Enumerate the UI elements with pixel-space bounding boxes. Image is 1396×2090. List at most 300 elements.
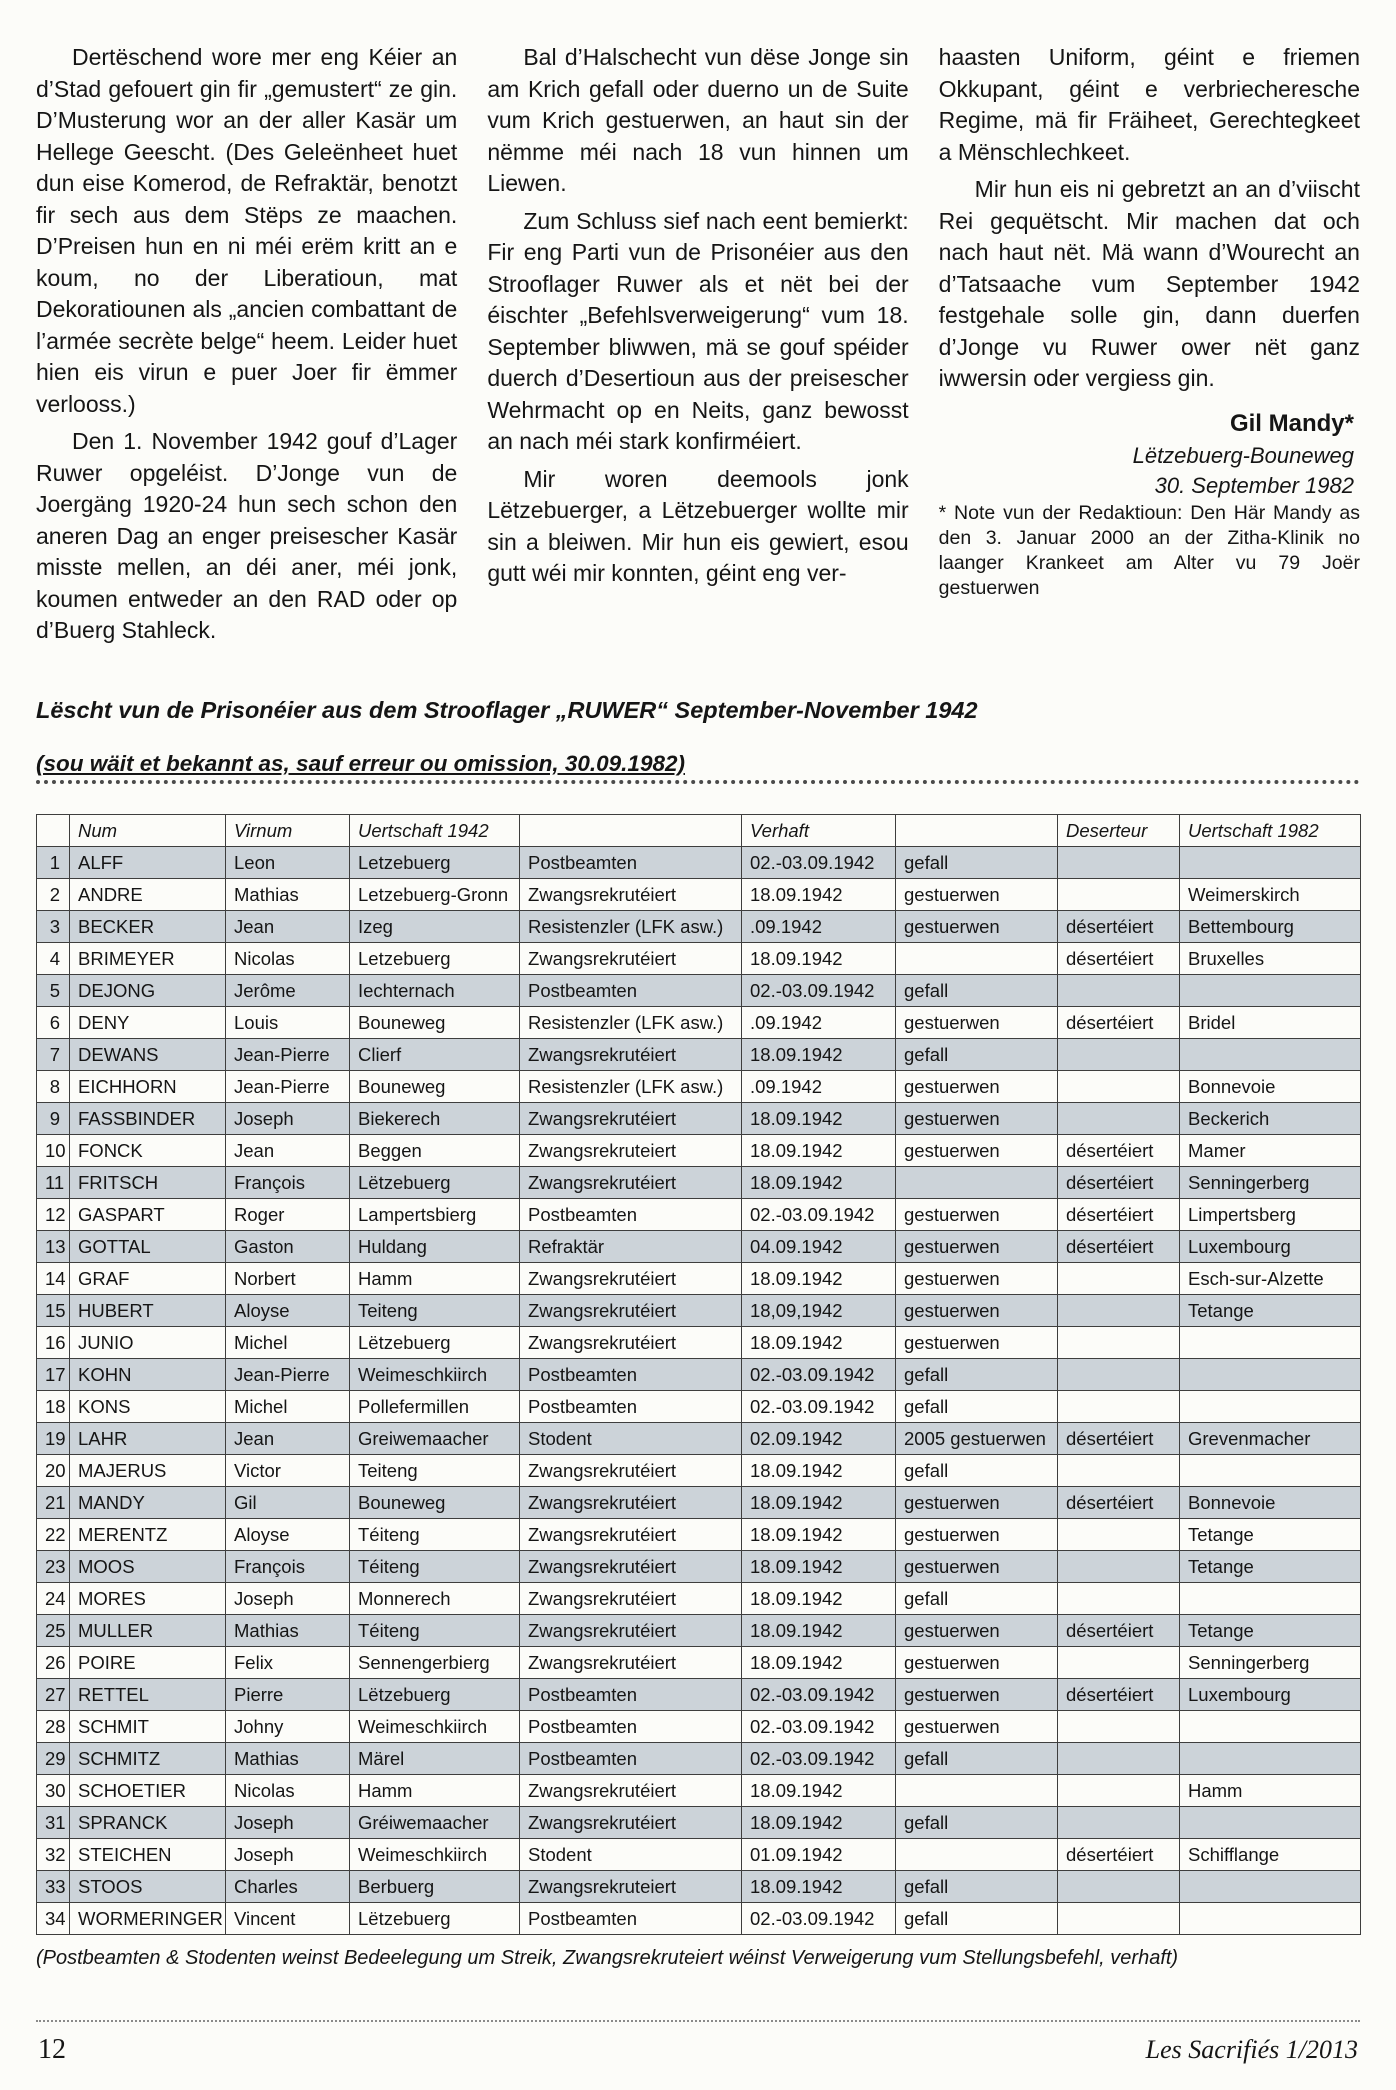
column-header: Uertschaft 1942 [350, 814, 520, 846]
table-cell: .09.1942 [742, 1070, 896, 1102]
row-number-cell: 18 [37, 1390, 70, 1422]
table-row [37, 1198, 1361, 1230]
table-cell: gestuerwen [896, 1230, 1058, 1262]
table-cell: Grevenmacher [1180, 1422, 1361, 1454]
table-cell: Bouneweg [350, 1070, 520, 1102]
table-row [37, 1006, 1361, 1038]
table-cell: gestuerwen [896, 1262, 1058, 1294]
table-cell: gestuerwen [896, 1134, 1058, 1166]
table-cell: Luxembourg [1180, 1230, 1361, 1262]
row-number-cell: 1 [37, 846, 70, 878]
row-number-cell: 6 [37, 1006, 70, 1038]
table-row [37, 1870, 1361, 1902]
table-cell: MERENTZ [70, 1518, 226, 1550]
table-cell: 18.09.1942 [742, 1806, 896, 1838]
table-cell: gefall [896, 1902, 1058, 1934]
table-cell: Märel [350, 1742, 520, 1774]
table-cell: Bouneweg [350, 1006, 520, 1038]
table-cell [1058, 846, 1180, 878]
signature-place: Lëtzebuerg-Bouneweg [1132, 442, 1354, 468]
table-cell: 18.09.1942 [742, 942, 896, 974]
table-cell: Gaston [226, 1230, 350, 1262]
table-cell [1058, 1454, 1180, 1486]
table-cell: Tetange [1180, 1550, 1361, 1582]
table-cell: Tetange [1180, 1518, 1361, 1550]
table-cell: 18.09.1942 [742, 1774, 896, 1806]
row-number-cell: 8 [37, 1070, 70, 1102]
table-cell [1180, 1358, 1361, 1390]
table-cell: Hamm [1180, 1774, 1361, 1806]
table-cell: Zwangsrekrutéiert [520, 1326, 742, 1358]
table-cell: Zwangsrekruteiert [520, 1134, 742, 1166]
table-cell: Zwangsrekrutéiert [520, 1806, 742, 1838]
table-cell: désertéiert [1058, 1198, 1180, 1230]
table-row [37, 1070, 1361, 1102]
table-cell: Limpertsberg [1180, 1198, 1361, 1230]
table-cell: Berbuerg [350, 1870, 520, 1902]
table-cell: gestuerwen [896, 1710, 1058, 1742]
table-cell: STEICHEN [70, 1838, 226, 1870]
table-cell: Clierf [350, 1038, 520, 1070]
table-cell: Lëtzebuerg [350, 1902, 520, 1934]
table-row [37, 1678, 1361, 1710]
row-number-cell: 9 [37, 1102, 70, 1134]
paragraph: haasten Uniform, géint e friemen Okkupant, géint e verbriecheresche Regime, mä fir Fräiheet, Gerechtegkeet a Mënschlechkeet. [938, 44, 1360, 165]
table-cell: .09.1942 [742, 1006, 896, 1038]
table-cell: Beckerich [1180, 1102, 1361, 1134]
table-cell: 02.-03.09.1942 [742, 846, 896, 878]
table-row [37, 1710, 1361, 1742]
table-cell: Tetange [1180, 1614, 1361, 1646]
row-number-cell: 12 [37, 1198, 70, 1230]
row-number-cell: 2 [37, 878, 70, 910]
table-cell: Weimeschkiirch [350, 1838, 520, 1870]
table-cell: Biekerech [350, 1102, 520, 1134]
table-row [37, 1614, 1361, 1646]
column-header [520, 814, 742, 846]
table-cell: Greiwemaacher [350, 1422, 520, 1454]
table-cell: 02.-03.09.1942 [742, 1902, 896, 1934]
row-number-cell: 11 [37, 1166, 70, 1198]
table-row [37, 942, 1361, 974]
table-cell: 18.09.1942 [742, 1038, 896, 1070]
table-cell: Beggen [350, 1134, 520, 1166]
table-cell: désertéiert [1058, 1614, 1180, 1646]
row-number-cell: 17 [37, 1358, 70, 1390]
table-row [37, 1902, 1361, 1934]
table-cell: 02.-03.09.1942 [742, 1678, 896, 1710]
table-cell: FASSBINDER [70, 1102, 226, 1134]
table-cell: gefall [896, 1038, 1058, 1070]
table-cell [1180, 1038, 1361, 1070]
table-cell: Postbeamten [520, 1710, 742, 1742]
table-row [37, 910, 1361, 942]
table-cell: STOOS [70, 1870, 226, 1902]
table-cell: 18.09.1942 [742, 1134, 896, 1166]
table-cell: Resistenzler (LFK asw.) [520, 1006, 742, 1038]
table-cell: Bruxelles [1180, 942, 1361, 974]
table-cell: Letzebuerg [350, 942, 520, 974]
table-cell: Postbeamten [520, 1198, 742, 1230]
table-cell: SCHOETIER [70, 1774, 226, 1806]
row-number-cell: 25 [37, 1614, 70, 1646]
table-cell: Lëtzebuerg [350, 1326, 520, 1358]
table-cell: Letzebuerg [350, 846, 520, 878]
table-cell: Mathias [226, 878, 350, 910]
table-cell: Teiteng [350, 1294, 520, 1326]
table-cell: RETTEL [70, 1678, 226, 1710]
table-cell: 02.-03.09.1942 [742, 1710, 896, 1742]
table-row [37, 1166, 1361, 1198]
table-cell [896, 942, 1058, 974]
table-body [37, 846, 1361, 1934]
table-cell: Zwangsrekrutéiert [520, 1550, 742, 1582]
table-cell: 18.09.1942 [742, 1166, 896, 1198]
table-cell: Postbeamten [520, 1390, 742, 1422]
table-cell: gestuerwen [896, 1294, 1058, 1326]
table-cell: 02.-03.09.1942 [742, 1358, 896, 1390]
row-number-cell: 21 [37, 1486, 70, 1518]
table-cell: Stodent [520, 1422, 742, 1454]
table-cell: gefall [896, 1390, 1058, 1422]
table-cell: Zwangsrekrutéiert [520, 1774, 742, 1806]
row-number-cell: 19 [37, 1422, 70, 1454]
table-cell: Michel [226, 1390, 350, 1422]
row-number-cell: 15 [37, 1294, 70, 1326]
table-cell [896, 1774, 1058, 1806]
column-header [896, 814, 1058, 846]
table-cell: gestuerwen [896, 1614, 1058, 1646]
row-number-cell: 7 [37, 1038, 70, 1070]
table-cell: 18.09.1942 [742, 1870, 896, 1902]
table-cell: Jean-Pierre [226, 1358, 350, 1390]
table-cell: SPRANCK [70, 1806, 226, 1838]
table-cell: POIRE [70, 1646, 226, 1678]
table-cell [1180, 1582, 1361, 1614]
table-cell: gestuerwen [896, 1678, 1058, 1710]
column-header: Verhaft [742, 814, 896, 846]
table-cell [1058, 1710, 1180, 1742]
paragraph: Mir hun eis ni gebretzt an an d’viischt Rei gequëtscht. Mir machen dat och nach haut nët. Mä wann d’Wourecht an d’Tatsaache vum September 1942 festgehale solle gin, dann duerfen d’Jonge vu Ruwer ower nët ganz iwwersin oder vergiess gin. [938, 176, 1360, 391]
table-cell: FONCK [70, 1134, 226, 1166]
table-cell [1180, 846, 1361, 878]
table-cell: Joseph [226, 1806, 350, 1838]
table-cell: MOOS [70, 1550, 226, 1582]
table-cell: 18.09.1942 [742, 878, 896, 910]
column-header: Uertschaft 1982 [1180, 814, 1361, 846]
table-cell: Victor [226, 1454, 350, 1486]
table-cell [1058, 1806, 1180, 1838]
table-row [37, 1582, 1361, 1614]
table-cell: Huldang [350, 1230, 520, 1262]
table-cell: désertéiert [1058, 1230, 1180, 1262]
table-cell: Jean [226, 1422, 350, 1454]
table-cell: LAHR [70, 1422, 226, 1454]
table-cell: gestuerwen [896, 1486, 1058, 1518]
table-cell [1058, 1390, 1180, 1422]
table-cell: gestuerwen [896, 1198, 1058, 1230]
table-cell: Lëtzebuerg [350, 1166, 520, 1198]
table-cell: Weimeschkiirch [350, 1358, 520, 1390]
prisoner-table [36, 814, 1361, 1935]
table-row [37, 1838, 1361, 1870]
table-cell: 18.09.1942 [742, 1518, 896, 1550]
table-cell: Pierre [226, 1678, 350, 1710]
table-cell: gestuerwen [896, 1518, 1058, 1550]
table-cell: Senningerberg [1180, 1646, 1361, 1678]
table-cell: Postbeamten [520, 1742, 742, 1774]
table-cell: désertéiert [1058, 1486, 1180, 1518]
row-number-cell: 26 [37, 1646, 70, 1678]
column-header: Num [70, 814, 226, 846]
table-row [37, 1262, 1361, 1294]
article [36, 42, 1360, 647]
table-cell: 18.09.1942 [742, 1646, 896, 1678]
table-cell: DEJONG [70, 974, 226, 1006]
row-number-cell: 30 [37, 1774, 70, 1806]
table-cell: gefall [896, 1870, 1058, 1902]
table-cell: François [226, 1166, 350, 1198]
row-number-cell: 23 [37, 1550, 70, 1582]
table-cell: gefall [896, 974, 1058, 1006]
signature-date: 30. September 1982 [1154, 472, 1354, 498]
table-cell: Mamer [1180, 1134, 1361, 1166]
table-cell: désertéiert [1058, 910, 1180, 942]
table-cell: 18.09.1942 [742, 1486, 896, 1518]
table-cell: 02.09.1942 [742, 1422, 896, 1454]
table-cell: gestuerwen [896, 1326, 1058, 1358]
table-cell: Luxembourg [1180, 1678, 1361, 1710]
table-cell [1058, 1102, 1180, 1134]
table-cell: EICHHORN [70, 1070, 226, 1102]
table-cell: 18.09.1942 [742, 1326, 896, 1358]
table-cell: Bridel [1180, 1006, 1361, 1038]
table-cell: Postbeamten [520, 1358, 742, 1390]
table-row [37, 1454, 1361, 1486]
table-cell: Jean [226, 1134, 350, 1166]
table-row [37, 1550, 1361, 1582]
table-cell: 02.-03.09.1942 [742, 1742, 896, 1774]
table-cell: FRITSCH [70, 1166, 226, 1198]
table-cell [1058, 1774, 1180, 1806]
table-cell: Postbeamten [520, 1902, 742, 1934]
table-cell [1058, 1070, 1180, 1102]
table-cell: Pollefermillen [350, 1390, 520, 1422]
table-cell: Zwangsrekrutéiert [520, 1454, 742, 1486]
table-cell: Roger [226, 1198, 350, 1230]
table-row [37, 1742, 1361, 1774]
table-cell: Gréiwemaacher [350, 1806, 520, 1838]
table-cell: désertéiert [1058, 1134, 1180, 1166]
table-cell: Weimeschkiirch [350, 1710, 520, 1742]
table-cell: Zwangsrekrutéiert [520, 1262, 742, 1294]
table-cell [1180, 1326, 1361, 1358]
table-cell: Nicolas [226, 942, 350, 974]
table-cell: 18.09.1942 [742, 1262, 896, 1294]
table-cell: MAJERUS [70, 1454, 226, 1486]
table-cell: Mathias [226, 1742, 350, 1774]
table-cell: Zwangsrekrutéiert [520, 1646, 742, 1678]
table-cell: Bettembourg [1180, 910, 1361, 942]
table-cell: Esch-sur-Alzette [1180, 1262, 1361, 1294]
table-cell: SCHMIT [70, 1710, 226, 1742]
paragraph: Den 1. November 1942 gouf d’Lager Ruwer opgeléist. D’Jonge vun de Joergäng 1920-24 hun sech schon den aneren Dag an enger preisescher Kasär misste mellen, an déi aner, méi jonk, koumen entweder an den RAD oder op d’Buerg Stahleck. [36, 428, 458, 643]
table-cell: Zwangsrekrutéiert [520, 1486, 742, 1518]
table-cell: gestuerwen [896, 1102, 1058, 1134]
page-number: 12 [38, 2034, 66, 2065]
table-cell [1058, 1518, 1180, 1550]
table-cell: Zwangsrekruteiert [520, 1870, 742, 1902]
table-cell: BRIMEYER [70, 942, 226, 974]
row-number-cell: 5 [37, 974, 70, 1006]
table-cell: Hamm [350, 1262, 520, 1294]
table-row [37, 1294, 1361, 1326]
table-cell: MULLER [70, 1614, 226, 1646]
table-cell: Postbeamten [520, 974, 742, 1006]
table-cell: Zwangsrekrutéiert [520, 1614, 742, 1646]
table-cell: Jean-Pierre [226, 1070, 350, 1102]
table-cell: Postbeamten [520, 1678, 742, 1710]
table-cell: Jerôme [226, 974, 350, 1006]
article-column-2 [487, 42, 908, 647]
row-number-cell: 22 [37, 1518, 70, 1550]
table-cell: GOTTAL [70, 1230, 226, 1262]
table-cell: Gil [226, 1486, 350, 1518]
table-cell: Vincent [226, 1902, 350, 1934]
table-cell: gefall [896, 1454, 1058, 1486]
table-cell: Michel [226, 1326, 350, 1358]
table-cell [1058, 1550, 1180, 1582]
table-cell: gestuerwen [896, 1550, 1058, 1582]
table-cell: Téiteng [350, 1614, 520, 1646]
row-number-cell: 28 [37, 1710, 70, 1742]
table-cell: Téiteng [350, 1550, 520, 1582]
table-cell: Postbeamten [520, 846, 742, 878]
table-cell: désertéiert [1058, 1422, 1180, 1454]
table-cell: Aloyse [226, 1294, 350, 1326]
table-cell [1058, 1262, 1180, 1294]
table-cell: Tetange [1180, 1294, 1361, 1326]
table-cell [896, 1838, 1058, 1870]
table-cell: Stodent [520, 1838, 742, 1870]
table-row [37, 1390, 1361, 1422]
table-cell: 18,09,1942 [742, 1294, 896, 1326]
table-cell: 02.-03.09.1942 [742, 1390, 896, 1422]
list-title: Lëscht vun de Prisonéier aus dem Strooflager „RUWER“ September-November 1942 [36, 696, 978, 723]
table-cell: désertéiert [1058, 1838, 1180, 1870]
table-cell: BECKER [70, 910, 226, 942]
row-number-cell: 3 [37, 910, 70, 942]
table-cell [1180, 1902, 1361, 1934]
table-cell: 2005 gestuerwen [896, 1422, 1058, 1454]
table-row [37, 1806, 1361, 1838]
table-cell: Zwangsrekrutéiert [520, 1518, 742, 1550]
table-cell [1180, 1870, 1361, 1902]
table-row [37, 1518, 1361, 1550]
table-cell: Zwangsrekrutéiert [520, 1294, 742, 1326]
article-column-1 [36, 42, 457, 647]
table-cell: DEWANS [70, 1038, 226, 1070]
table-cell [1058, 1294, 1180, 1326]
row-number-cell: 27 [37, 1678, 70, 1710]
row-number-cell: 24 [37, 1582, 70, 1614]
table-cell: GRAF [70, 1262, 226, 1294]
table-cell: Leon [226, 846, 350, 878]
table-cell: Jean [226, 910, 350, 942]
table-cell: Felix [226, 1646, 350, 1678]
table-row [37, 878, 1361, 910]
table-cell: Hamm [350, 1774, 520, 1806]
table-cell: gefall [896, 1582, 1058, 1614]
row-number-cell: 10 [37, 1134, 70, 1166]
table-row [37, 1774, 1361, 1806]
paragraph: Mir woren deemools jonk Lëtzebuerger, a Lëtzebuerger wollte mir sin a bleiwen. Mir hun eis gewiert, esou gutt wéi mir konnten, géint eng ver- [487, 465, 909, 586]
table-cell: Joseph [226, 1102, 350, 1134]
table-cell [1058, 974, 1180, 1006]
table-cell: WORMERINGER [70, 1902, 226, 1934]
table-cell: Bonnevoie [1180, 1486, 1361, 1518]
table-cell [1058, 1870, 1180, 1902]
row-number-cell: 20 [37, 1454, 70, 1486]
table-cell: MANDY [70, 1486, 226, 1518]
table-cell: gestuerwen [896, 1070, 1058, 1102]
paragraph: Zum Schluss sief nach eent bemierkt: Fir eng Parti vun de Prisonéier aus den Strooflager Ruwer als et nët bei der éischter „Befehlsverweigerung“ vum 18. September bliwwen, mä se gouf spéider duerch d’Desertioun aus der preisescher Wehrmacht op en Neits, ganz bewosst an nach méi stark konfirméiert. [487, 207, 909, 454]
list-subtitle: (sou wäit et bekannt as, sauf erreur ou omission, 30.09.1982) [36, 750, 685, 776]
table-cell: Aloyse [226, 1518, 350, 1550]
table-cell: DENY [70, 1006, 226, 1038]
table-row [37, 1102, 1361, 1134]
table-cell: Louis [226, 1006, 350, 1038]
table-cell [1058, 1742, 1180, 1774]
list-subtitle-rule [36, 751, 1360, 784]
table-cell: GASPART [70, 1198, 226, 1230]
table-cell: Zwangsrekrutéiert [520, 1038, 742, 1070]
table-cell: Weimerskirch [1180, 878, 1361, 910]
table-cell [1180, 1390, 1361, 1422]
row-number-cell: 13 [37, 1230, 70, 1262]
table-cell: Téiteng [350, 1518, 520, 1550]
table-cell [1058, 1326, 1180, 1358]
table-cell: François [226, 1550, 350, 1582]
table-cell [1180, 1742, 1361, 1774]
table-cell [1180, 1454, 1361, 1486]
table-cell [1180, 1710, 1361, 1742]
table-cell: désertéiert [1058, 1166, 1180, 1198]
table-cell: Resistenzler (LFK asw.) [520, 910, 742, 942]
table-cell: 02.-03.09.1942 [742, 1198, 896, 1230]
table-cell: ALFF [70, 846, 226, 878]
table-row [37, 1230, 1361, 1262]
table-cell: gefall [896, 1358, 1058, 1390]
table-cell: Bouneweg [350, 1486, 520, 1518]
table-cell: désertéiert [1058, 1006, 1180, 1038]
table-cell: 18.09.1942 [742, 1102, 896, 1134]
table-cell: Norbert [226, 1262, 350, 1294]
table-row [37, 846, 1361, 878]
editor-note: * Note vun der Redaktioun: Den Här Mandy as den 3. Januar 2000 an der Zitha-Klinik no laanger Krankeet am Alter vu 79 Joër gestuerwen [938, 501, 1360, 599]
table-cell: Senningerberg [1180, 1166, 1361, 1198]
table-cell [1180, 1806, 1361, 1838]
table-cell: 18.09.1942 [742, 1454, 896, 1486]
table-cell: gefall [896, 846, 1058, 878]
table-cell: désertéiert [1058, 942, 1180, 974]
table-cell: 18.09.1942 [742, 1582, 896, 1614]
row-number-cell: 34 [37, 1902, 70, 1934]
table-cell [1058, 1646, 1180, 1678]
row-number-cell: 29 [37, 1742, 70, 1774]
signature-block [939, 407, 1360, 501]
table-cell: 18.09.1942 [742, 1614, 896, 1646]
